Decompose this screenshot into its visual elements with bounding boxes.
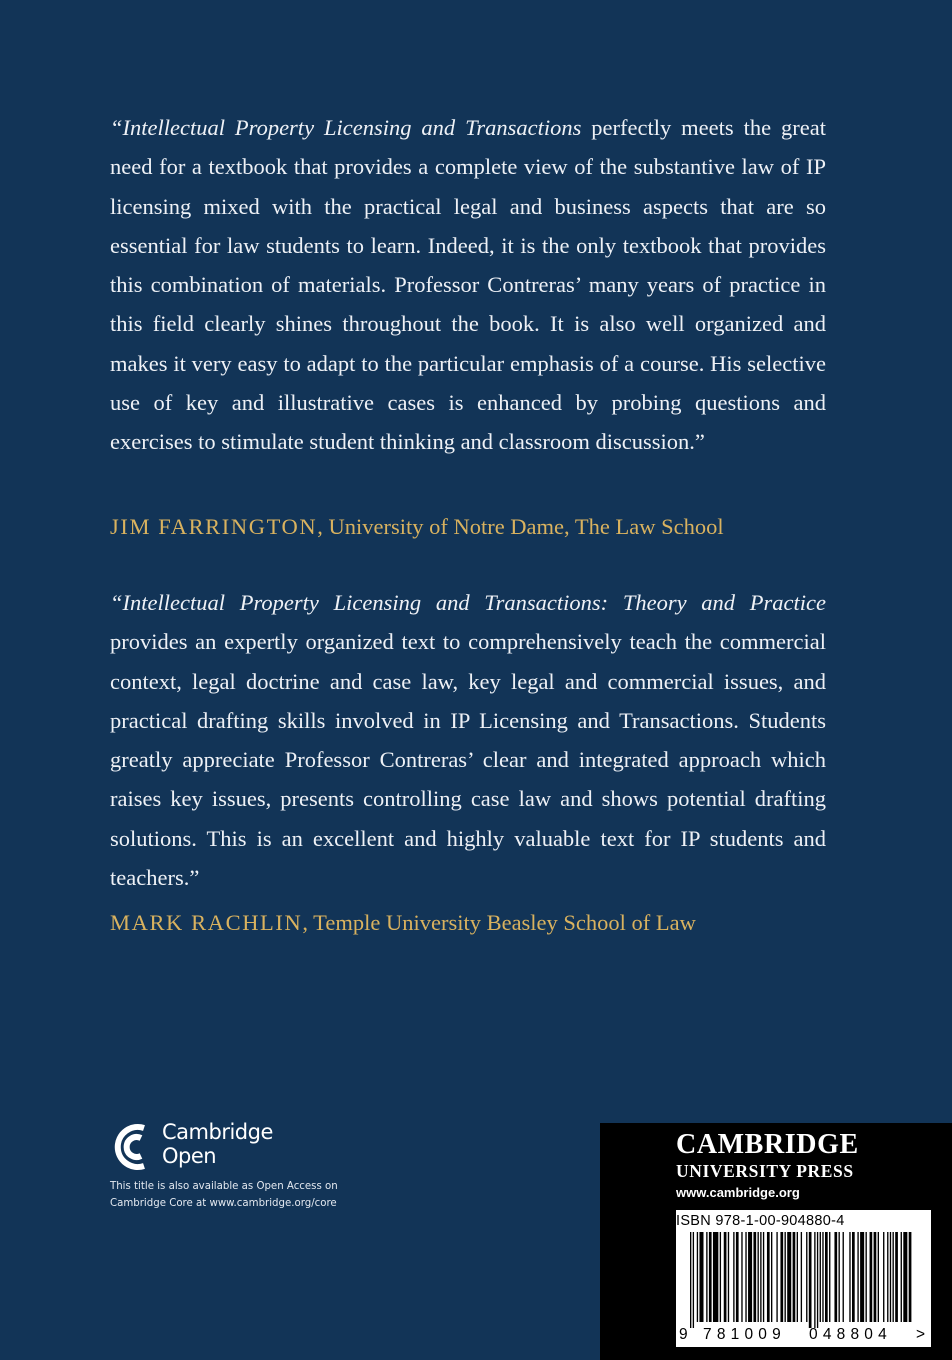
book-title-italic: “Intellectual Property Licensing and Transactions: Theory and Practice [110,590,826,615]
barcode-bar [763,1232,764,1322]
endorsement-quote-2 [110,583,826,897]
barcode-bar [793,1232,796,1322]
publisher-url: www.cambridge.org [676,1185,800,1200]
open-access-note [110,1178,370,1212]
barcode-bar [903,1232,907,1322]
barcode-bar [901,1232,902,1322]
barcode-bar [753,1232,756,1322]
barcode-bar [829,1232,830,1322]
barcode-bar [909,1232,912,1322]
barcode-bar [787,1232,791,1322]
barcode-digits-left: 781009 [703,1326,786,1343]
publisher-block [600,1123,952,1360]
barcode-bar [860,1232,864,1322]
barcode-bar [713,1232,718,1322]
barcode-bar [720,1232,721,1322]
cambridge-open-wordmark [162,1120,273,1168]
quote-body: perfectly meets the great need for a textbook that provides a complete view of the substantive law of IP licensing mixed with the practical legal and business aspects that are so essential for law students to learn. Indeed, it is the only textbook that provides this combination of materials. Professor Contreras’ many years of practice in this field clearly shines throughout the book. It is also well organized and makes it very easy to adapt to the particular emphasis of a course. His selective use of key and illustrative cases is enhanced by probing questions and exercises to stimulate student thinking and classroom discussion.” [110,115,826,455]
barcode-bar [809,1232,812,1328]
barcode-bar [895,1232,898,1322]
book-title-italic: “Intellectual Property Licensing and Transactions [110,115,582,140]
barcode-bar [814,1232,815,1328]
barcode-bar [843,1232,844,1322]
barcode-bar [806,1232,807,1322]
barcode-bar [825,1232,828,1322]
barcode-digits [676,1325,931,1345]
barcode-bar [693,1232,694,1328]
barcode-digits-right: 048804 [809,1326,892,1343]
barcode-bar [733,1232,734,1322]
barcode-bar [760,1232,761,1322]
open-access-note-line-1: This title is also available as Open Access on [110,1181,338,1192]
barcode-bar [767,1232,770,1322]
endorser-name: MARK RACHLIN [110,910,303,935]
barcode-bar [893,1232,894,1322]
barcode-bar [874,1232,877,1322]
barcode-bar [801,1232,802,1322]
barcode-bar [741,1232,742,1322]
barcode-bars [676,1232,931,1328]
barcode-bar [870,1232,873,1322]
endorser-affiliation: , Temple University Beasley School of Law [302,910,696,935]
barcode-bar [736,1232,739,1322]
barcode-bar [758,1232,759,1322]
barcode-bar [817,1232,818,1328]
barcode-quiet-mark: > [916,1326,926,1343]
barcode-bar [834,1232,837,1322]
barcode-bar [797,1232,798,1322]
quote-body: provides an expertly organized text to comprehensively teach the commercial context, legal doctrine and case law, key legal and commercial issues, and practical drafting skills involved in IP Licensing and Transactions. Students greatly appreciate Professor Contreras’ clear and integrated approach which raises key issues, presents controlling case law and shows potential drafting solutions. This is an excellent and highly valuable text for IP students and teachers.” [110,629,826,891]
barcode-bar [849,1232,850,1322]
barcode-bar [866,1232,867,1322]
barcode-bar [709,1232,712,1322]
barcode-bar [745,1232,746,1322]
barcode-bar [706,1232,707,1322]
isbn-label: ISBN 978-1-00-904880-4 [676,1213,845,1229]
barcode-bar [724,1232,727,1322]
publisher-subname: UNIVERSITY PRESS [676,1161,854,1181]
barcode-bar [839,1232,840,1322]
barcode-bar [887,1232,888,1322]
barcode-bar [890,1232,891,1322]
barcode-digit-first: 9 [679,1326,688,1343]
isbn-barcode [676,1210,931,1347]
barcode-bar [780,1232,783,1322]
wordmark-line-2: Open [162,1144,217,1168]
quote-attribution-2 [110,908,696,938]
cambridge-open-c-icon [108,1122,168,1172]
publisher-name: CAMBRIDGE [676,1129,859,1160]
barcode-bar [697,1232,698,1322]
barcode-bar [690,1232,691,1328]
barcode-bar [748,1232,752,1322]
quote-attribution-1 [110,512,724,542]
barcode-bar [785,1232,786,1322]
barcode-bar [771,1232,772,1322]
barcode-bar [852,1232,855,1322]
endorser-affiliation: , University of Notre Dame, The Law School [317,514,724,539]
barcode-bar [776,1232,777,1322]
barcode-bar [878,1232,879,1322]
wordmark-line-1: Cambridge [162,1120,273,1144]
endorser-name: JIM FARRINGTON [110,514,318,539]
barcode-bar [728,1232,729,1322]
open-access-note-line-2: Cambridge Core at www.cambridge.org/core [110,1198,337,1209]
barcode-bar [883,1232,884,1322]
barcode-bar [857,1232,858,1322]
barcode-bar [699,1232,703,1322]
barcode-bar [822,1232,823,1322]
barcode-bar [820,1232,821,1322]
endorsement-quote-1 [110,108,826,462]
